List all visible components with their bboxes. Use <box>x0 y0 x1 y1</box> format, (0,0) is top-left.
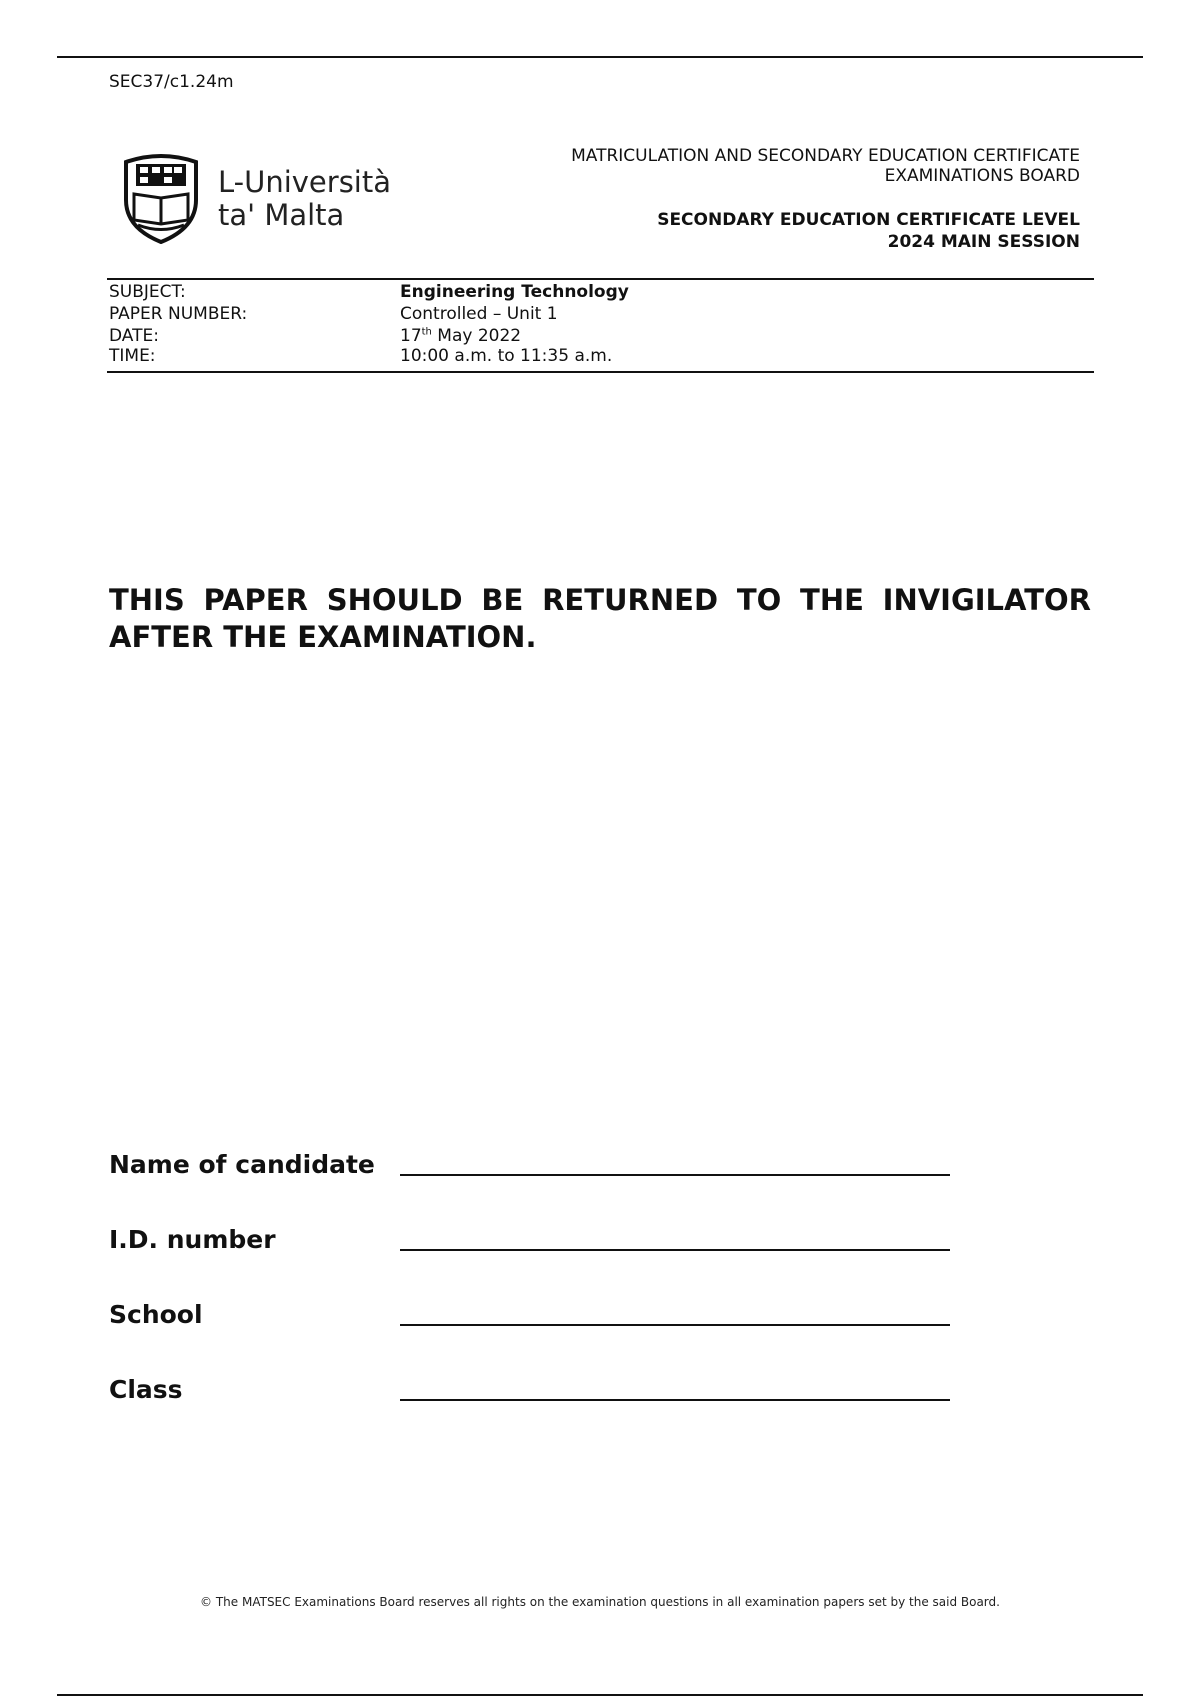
date-label: DATE: <box>109 326 159 346</box>
date-value <box>400 326 521 346</box>
logo-text-line-2: ta' Malta <box>218 198 345 232</box>
time-label: TIME: <box>109 346 156 366</box>
details-bottom-rule <box>107 371 1094 373</box>
paper-code: SEC37/c1.24m <box>109 72 234 92</box>
university-crest-icon <box>118 150 204 244</box>
school-line[interactable] <box>400 1324 950 1326</box>
details-top-rule <box>107 278 1094 280</box>
return-notice-line-1: THIS PAPER SHOULD BE RETURNED TO THE INVIGILATOR <box>109 583 1091 617</box>
paper-number-label: PAPER NUMBER: <box>109 304 248 324</box>
date-suffix: th <box>421 326 432 338</box>
top-rule <box>57 56 1143 58</box>
time-value: 10:00 a.m. to 11:35 a.m. <box>400 346 613 366</box>
copyright-notice: © The MATSEC Examinations Board reserves all rights on the examination questions in all examination papers set by the said Board. <box>200 1595 1000 1609</box>
class-label: Class <box>109 1375 183 1404</box>
board-name-line-2: EXAMINATIONS BOARD <box>884 166 1080 186</box>
class-line[interactable] <box>400 1399 950 1401</box>
certificate-level: SECONDARY EDUCATION CERTIFICATE LEVEL <box>657 210 1080 230</box>
return-notice-line-2: AFTER THE EXAMINATION. <box>109 620 537 654</box>
school-label: School <box>109 1300 203 1329</box>
university-logo <box>118 150 418 250</box>
bottom-rule <box>57 1694 1143 1696</box>
board-name-line-1: MATRICULATION AND SECONDARY EDUCATION CERTIFICATE <box>571 146 1080 166</box>
subject-value: Engineering Technology <box>400 282 629 302</box>
candidate-name-label: Name of candidate <box>109 1150 375 1179</box>
logo-text-line-1: L-Università <box>218 165 392 199</box>
subject-label: SUBJECT: <box>109 282 186 302</box>
candidate-name-line[interactable] <box>400 1174 950 1176</box>
id-number-label: I.D. number <box>109 1225 276 1254</box>
id-number-line[interactable] <box>400 1249 950 1251</box>
return-notice <box>109 582 1091 656</box>
paper-number-value: Controlled – Unit 1 <box>400 304 558 324</box>
exam-session: 2024 MAIN SESSION <box>887 232 1080 252</box>
date-rest: May 2022 <box>431 326 522 346</box>
date-day: 17 <box>400 326 422 346</box>
